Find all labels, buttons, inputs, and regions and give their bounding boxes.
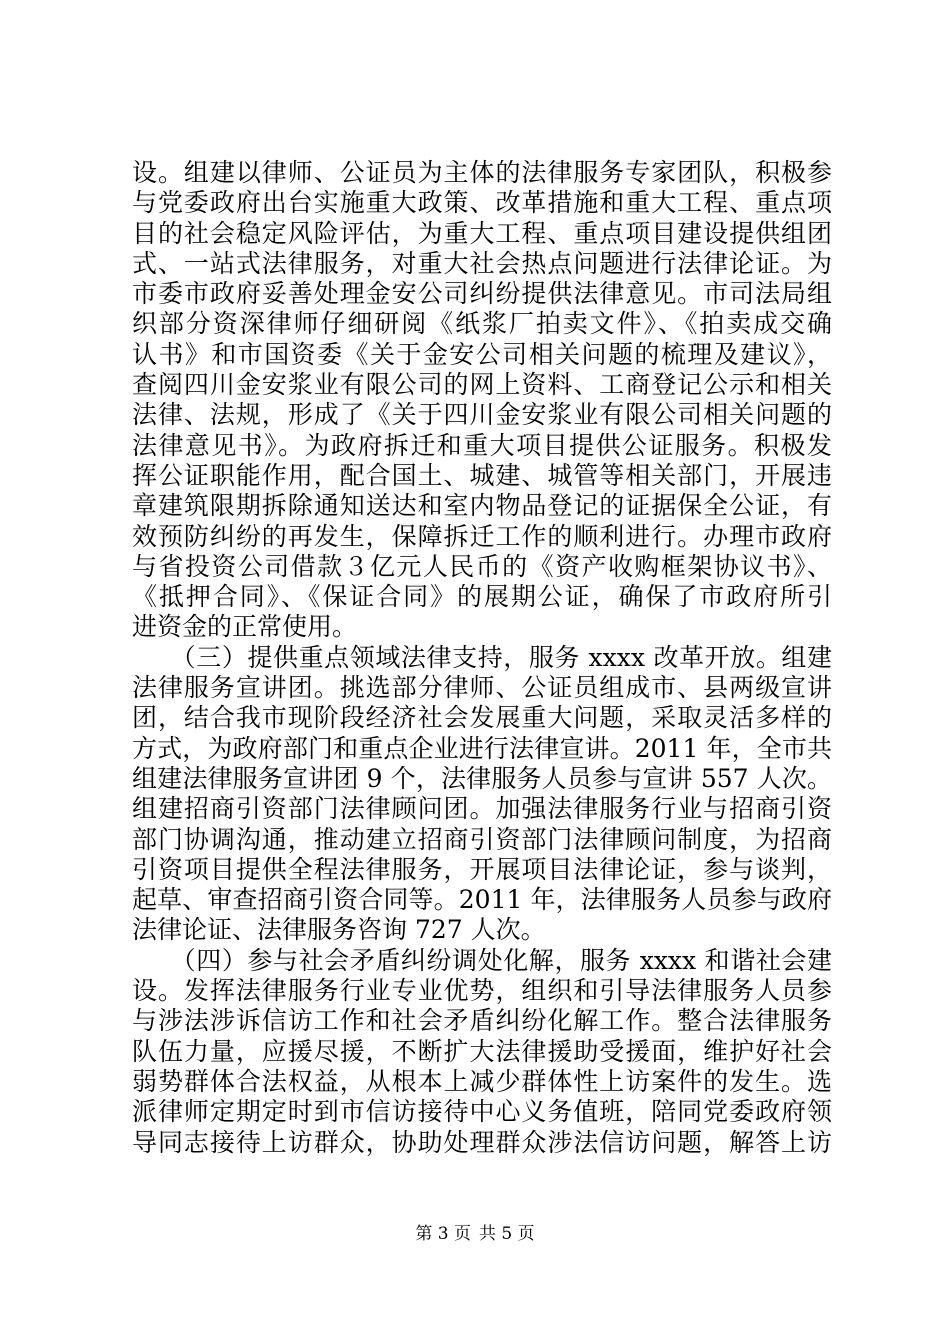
- paragraph-end-line: 法律论证、法律服务咨询 727 人次。: [132, 915, 546, 945]
- text-line: 市委市政府妥善处理金安公司纠纷提供法律意见。市司法局组: [132, 279, 832, 309]
- text-line: 《抵押合同》、《保证合同》的展期公证，确保了市政府所引: [132, 582, 832, 612]
- text-line: 组建招商引资部门法律顾问团。加强法律服务行业与招商引资: [132, 794, 832, 824]
- page-number-total: 共 5 页: [479, 1224, 535, 1244]
- text-line: 团，结合我市现阶段经济社会发展重大问题，采取灵活多样的: [132, 703, 832, 733]
- text-line: 织部分资深律师仔细研阅《纸浆厂拍卖文件》、《拍卖成交确: [132, 309, 832, 339]
- text-line: 部门协调沟通，推动建立招商引资部门法律顾问制度，为招商: [132, 824, 832, 854]
- text-line: 弱势群体合法权益，从根本上减少群体性上访案件的发生。选: [132, 1066, 832, 1096]
- text-line: 设。发挥法律服务行业专业优势，组织和引导法律服务人员参: [132, 976, 832, 1006]
- text-line: 与省投资公司借款３亿元人民币的《资产收购框架协议书》、: [132, 551, 832, 581]
- section-heading-line: （四）参与社会矛盾纠纷调处化解，服务 xxxx 和谐社会建: [132, 945, 832, 975]
- text-line: 目的社会稳定风险评估，为重大工程、重点项目建设提供组团: [132, 218, 832, 248]
- text-line: 法律、法规，形成了《关于四川金安浆业有限公司相关问题的: [132, 400, 832, 430]
- text-line: 认书》和市国资委《关于金安公司相关问题的梳理及建议》，: [132, 339, 832, 369]
- text-line: 与党委政府出台实施重大政策、改革措施和重大工程、重点项: [132, 188, 832, 218]
- text-line: 队伍力量，应援尽援，不断扩大法律援助受援面，维护好社会: [132, 1036, 832, 1066]
- text-line: 派律师定期定时到市信访接待中心义务值班，陪同党委政府领: [132, 1097, 832, 1127]
- text-line: 设。组建以律师、公证员为主体的法律服务专家团队，积极参: [132, 158, 832, 187]
- text-line: 方式，为政府部门和重点企业进行法律宣讲。2011 年，全市共: [132, 733, 832, 763]
- text-line: 导同志接待上访群众，协助处理群众涉法信访问题，解答上访: [132, 1127, 832, 1157]
- text-line: 挥公证职能作用，配合国土、城建、城管等相关部门，开展违: [132, 460, 832, 490]
- text-line: 引资项目提供全程法律服务，开展项目法律论证，参与谈判，: [132, 854, 832, 884]
- text-line: 查阅四川金安浆业有限公司的网上资料、工商登记公示和相关: [132, 370, 832, 400]
- section-heading-line: （三）提供重点领域法律支持，服务 xxxx 改革开放。组建: [132, 642, 832, 672]
- page-footer: [0, 1223, 950, 1245]
- text-line: 效预防纠纷的再发生，保障拆迁工作的顺利进行。办理市政府: [132, 521, 832, 551]
- text-line: 式、一站式法律服务，对重大社会热点问题进行法律论证。为: [132, 248, 832, 278]
- paragraph-end-line: 进资金的正常使用。: [132, 612, 358, 642]
- document-body: [132, 158, 832, 1158]
- text-line: 法律意见书》。为政府拆迁和重大项目提供公证服务。积极发: [132, 430, 832, 460]
- text-line: 与涉法涉诉信访工作和社会矛盾纠纷化解工作。整合法律服务: [132, 1006, 832, 1036]
- text-line: 组建法律服务宣讲团 9 个，法律服务人员参与宣讲 557 人次。: [132, 763, 832, 793]
- text-line: 章建筑限期拆除通知送达和室内物品登记的证据保全公证，有: [132, 491, 832, 521]
- text-line: 法律服务宣讲团。挑选部分律师、公证员组成市、县两级宣讲: [132, 673, 832, 703]
- text-line: 起草、审查招商引资合同等。2011 年，法律服务人员参与政府: [132, 885, 832, 915]
- page-number-current: 第 3 页: [415, 1224, 471, 1244]
